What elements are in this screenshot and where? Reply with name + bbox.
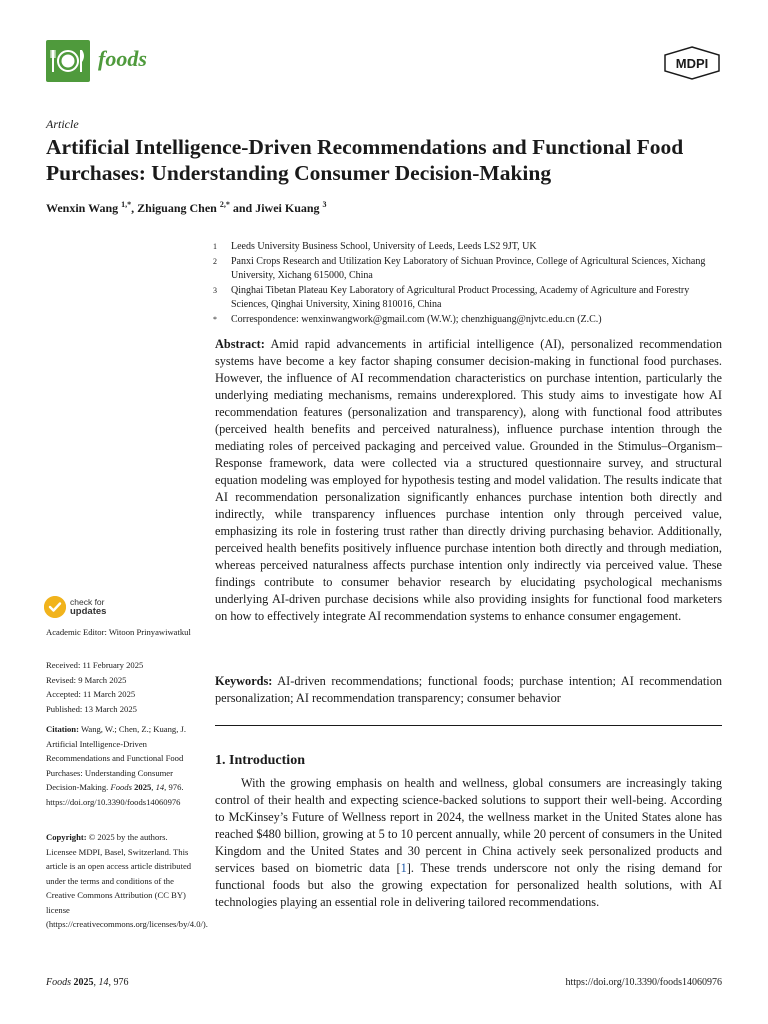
publication-dates [46,658,198,716]
correspondence[interactable]: * Correspondence: wenxinwangwork@gmail.com (W.W.); chenzhiguang@njvtc.edu.cn (Z.C.) [213,313,602,325]
journal-logo[interactable] [46,40,90,82]
footer-citation: Foods 2025, 14, 976 [46,977,129,988]
footer-doi-link[interactable]: https://doi.org/10.3390/foods14060976 [565,977,722,988]
mdpi-icon [663,46,721,80]
academic-editor: Academic Editor: Witoon Prinyawiwatkul [46,627,191,637]
check-for-updates-button[interactable] [44,596,124,620]
published-date: Published: 13 March 2025 [46,703,137,714]
keywords-text: AI-driven recommendations; functional foods; purchase intention; AI recommendation personalization; AI recommendation transparency; consumer behavior [215,674,722,705]
reference-link[interactable]: 1 [400,861,407,875]
affiliation-list [213,240,725,327]
article-type: Article [46,117,79,131]
copyright: Copyright: © 2025 by the authors. Licensee MDPI, Basel, Switzerland. This article is an open access article distributed under the terms and conditions of the Creative Commons Attribution (CC BY) license (https://creativecommons.org/licenses/by/4.0/). [46,832,208,929]
accepted-date: Accepted: 11 March 2025 [46,689,136,699]
received-date: Received: 11 February 2025 [46,660,144,670]
publisher-logo[interactable] [663,46,721,80]
abstract [215,336,722,625]
citation: Citation: Wang, W.; Chen, Z.; Kuang, J. Artificial Intelligence-Driven Recommendations and Functional Food Purchases: Understanding Consumer Decision-Making. Foods 2025, 14, 976. https://doi.org/10.3390/foods14060976 [46,724,187,807]
article-title: Artificial Intelligence-Driven Recommendations and Functional Food Purchases: Understanding Consumer Decision-Making [46,135,684,185]
section-heading-introduction: 1. Introduction [215,753,305,768]
revised-date: Revised: 9 March 2025 [46,674,127,685]
author-list: Wenxin Wang $^{1,*}$, Zhiguang Chen $^{2,*}$ and Jiwei Kuang $^3$ [46,200,327,215]
citation-doi-link[interactable]: , 976. https://doi.org/10.3390/foods14060976 [46,782,184,807]
journal-name[interactable]: foods [98,46,147,71]
keywords [215,673,722,707]
check-updates-label: check for updates [70,597,107,617]
publisher-name: MDPI [675,56,709,71]
copyright-label: Copyright: [46,832,87,842]
affiliation-item: 2 Panxi Crops Research and Utilization Key Laboratory of Sichuan Province, College of Agricultural Sciences, Xichang University, Xichang 615000, China [213,255,706,281]
affiliation-item: 1 Leeds University Business School, University of Leeds, Leeds LS2 9JT, UK [213,241,537,252]
affiliation-item: 3 Qinghai Tibetan Plateau Key Laboratory of Agricultural Product Processing, Academy of Agriculture and Forestry Sciences, Qinghai University, Xining 810016, China [213,284,690,310]
author-name: Wenxin Wang [46,201,119,215]
author-affil-mark: 3 [322,200,327,209]
plate-fork-knife-icon [46,40,90,82]
introduction-paragraph: With the growing emphasis on health and wellness, global consumers are increasingly taking control of their health and expecting science-backed solutions to support their well-being. According to McKinsey’s Future of Wellness report in 2024, the wellness market in the United States alone has reached $480 billion, growing at 5 to 10 percent annually, while 20 percent of consumers in the United Kingdom and the United States and 30 percent in China actively seek personalized products and services based on biometric data [1]. These trends underscore not only the rising demand for functional foods but also the growing expectation for personalized health solutions, with AI technologies playing an essential role in delivering tailored recommendations. [215,776,723,909]
author-affil-mark: 1,* [121,200,132,209]
divider [215,725,722,726]
author-name: Jiwei Kuang [255,201,320,215]
author-name: Zhiguang Chen [137,201,217,215]
citation-label: Citation: [46,724,79,734]
keywords-label: Keywords: [215,674,273,688]
author-affil-mark: 2,* [219,200,230,209]
check-updates-icon [44,596,66,618]
abstract-text: Amid rapid advancements in artificial intelligence (AI), personalized recommendation systems have become a key factor shaping consumer decision-making in functional food purchases. However, the influence of AI recommendation characteristics on purchase intention, particularly the underlying mediating mechanisms, remains underexplored. This study aims to investigate how AI recommendation features (personalization and transparency), along with functional food attributes (perceived health benefits and perceived naturalness), influence purchase intention through the mediating roles of perceived packaging and perceived value. Grounded in the Stimulus–Organism–Response framework, data were collected via a structured questionnaire survey, and structural equation modeling was employed for hypothesis testing and model validation. The results indicate that AI recommendation personalization significantly enhances purchase intention both directly and indirectly, while transparency influences purchase intention only through perceived value, emphasizing its role in fostering trust rather than directly driving purchasing behavior. Additionally, perceived health benefits positively influence purchase intention both directly and through mediation, whereas perceived naturalness affects purchase intention only indirectly via perceived value. These findings contribute to consumer behavior research by elucidating psychological mechanisms underlying AI-driven purchase decisions while also providing insights for functional food marketers on how to effectively integrate AI recommendation systems to enhance consumer engagement. [215,337,722,623]
abstract-label: Abstract: [215,337,265,351]
